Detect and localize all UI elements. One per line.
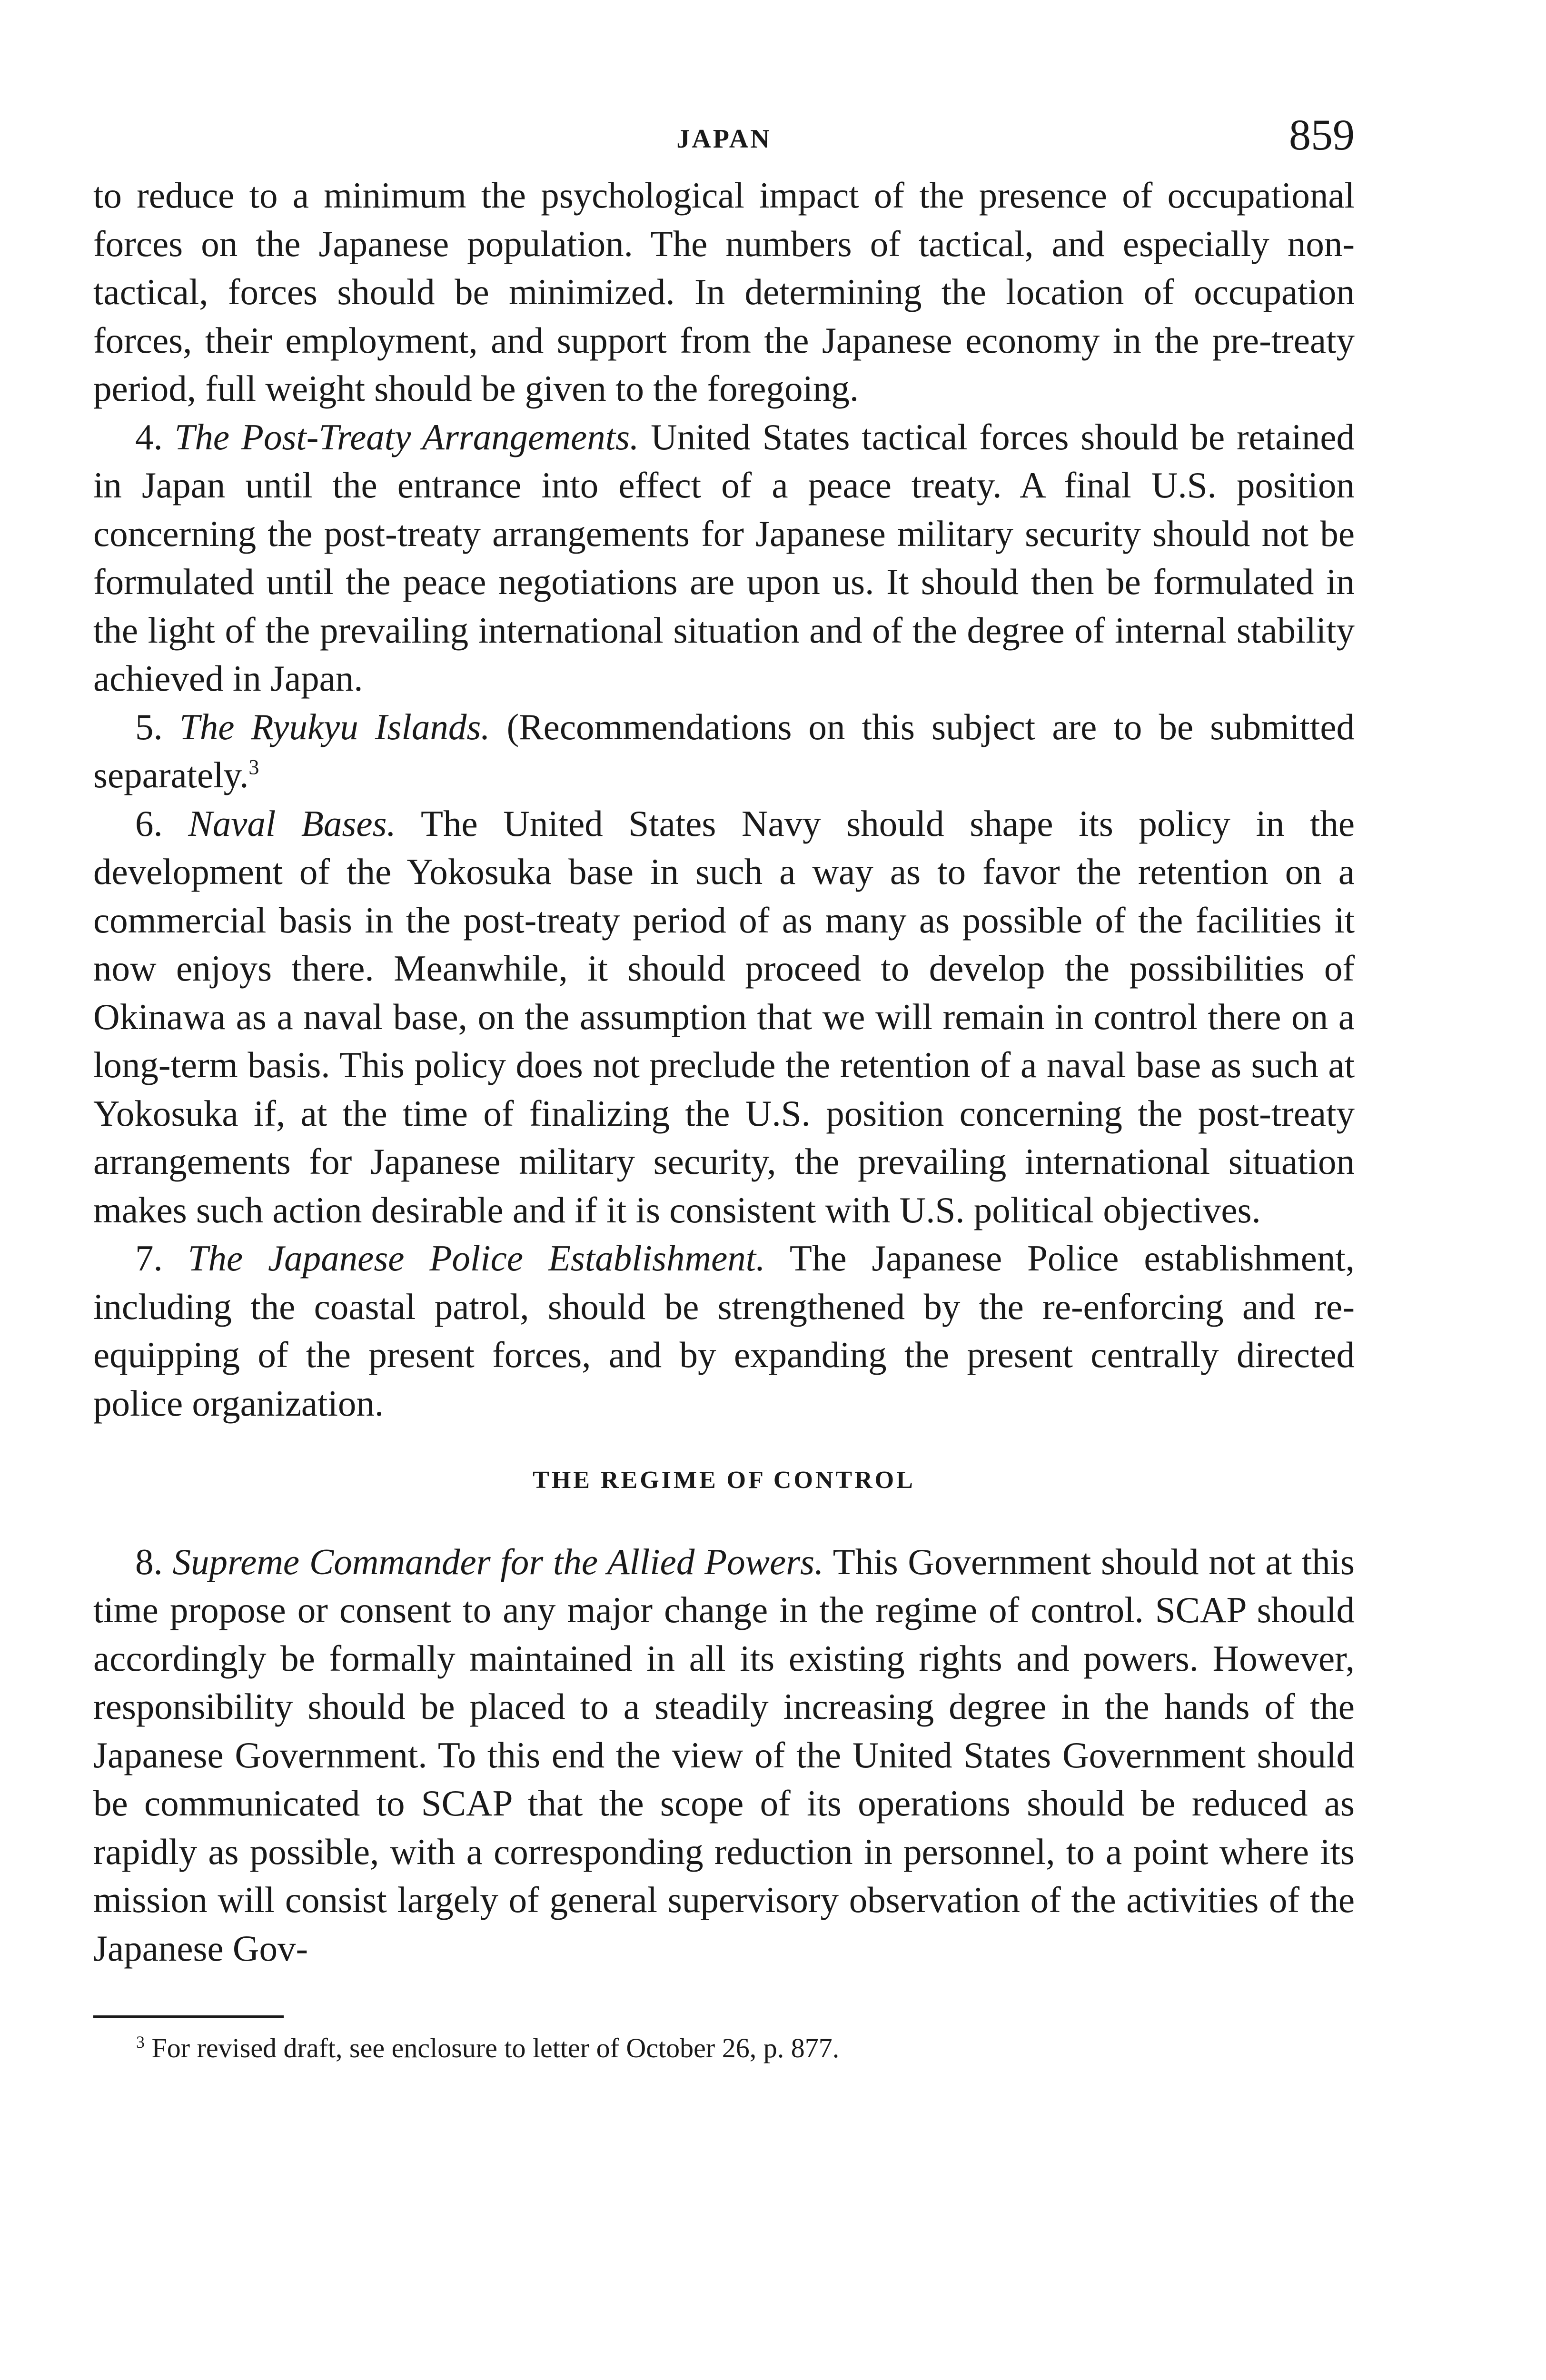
paragraph-number: 5. — [135, 706, 179, 747]
paragraph-title: The Japanese Police Establishment. — [188, 1238, 765, 1279]
paragraph-7 — [93, 1234, 1355, 1428]
running-head — [93, 109, 1355, 167]
paragraph-number: 6. — [135, 803, 188, 844]
paragraph-6 — [93, 800, 1355, 1235]
paragraph-text: (Recommendations on this subject are to be submitted separately. — [93, 706, 1355, 795]
paragraph-continued — [93, 171, 1355, 413]
paragraph-text: to reduce to a minimum the psychological impact of the presence of occupational forces on the Japanese population. The numbers of tactical, and especially non-tactical, forces should be minimized. In determining the location of occupation forces, their employment, and support from the Japanese economy in the pre-treaty period, full weight should be given to the foregoing. — [93, 175, 1355, 409]
body-text — [93, 171, 1355, 1973]
paragraph-text: This Government should not at this time propose or consent to any major change in the regime of control. SCAP should accordingly be formally maintained in all its existing rights and powers. However, responsibility should be placed to a steadily increasing degree in the hands of the Japanese Government. To this end the view of the United States Government should be communicated to SCAP that the scope of its operations should be reduced as rapidly as possible, with a corresponding reduction in personnel, to a point where its mission will consist largely of general supervisory observation of the activities of the Japanese Gov- — [93, 1541, 1355, 1969]
footnote-marker: 3 — [136, 2033, 145, 2052]
paragraph-number: 7. — [135, 1238, 188, 1279]
section-heading: THE REGIME OF CONTROL — [533, 1467, 915, 1494]
paragraph-title: The Post-Treaty Arrangements. — [174, 416, 639, 457]
page-number: 859 — [1289, 110, 1355, 159]
paragraph-5 — [93, 703, 1355, 800]
paragraph-text: The Japanese Police establishment, including the coastal patrol, should be strengthened by the re-enforcing and re-equipping of the present forces, and by expanding the present centrally directed police organization. — [93, 1238, 1355, 1424]
paragraph-number: 8. — [135, 1541, 173, 1582]
page — [93, 109, 1355, 2067]
paragraph-title: Supreme Commander for the Allied Powers. — [172, 1541, 824, 1582]
footnote — [93, 2029, 1355, 2067]
footnote-reference: 3 — [248, 755, 259, 779]
paragraph-text: The United States Navy should shape its policy in the development of the Yokosuka base in such a way as to favor the retention on a commercial basis in the post-treaty period of as many as possible of the facilities it now enjoys there. Meanwhile, it should proceed to develop the possibilities of Okinawa as a naval base, on the assumption that we will remain in control there on a long-term basis. This policy does not preclude the retention of a naval base as such at Yokosuka if, at the time of finalizing the U.S. position concerning the post-treaty arrangements for Japanese military security, the prevailing international situation makes such action desirable and if it is consistent with U.S. political objectives. — [93, 803, 1355, 1230]
paragraph-title: Naval Bases. — [188, 803, 396, 844]
paragraph-title: The Ryukyu Islands. — [179, 706, 490, 747]
paragraph-number: 4. — [135, 416, 175, 457]
paragraph-text: United States tactical forces should be retained in Japan until the entrance into effect of a peace treaty. A final U.S. position concerning the post-treaty arrangements for Japanese military security should not be formulated until the peace negotiations are upon us. It should then be formulated in the light of the prevailing international situation and of the degree of internal stability achieved in Japan. — [93, 416, 1355, 699]
paragraph-4 — [93, 413, 1355, 703]
paragraph-8 — [93, 1538, 1355, 1973]
footnote-text: For revised draft, see enclosure to letter of October 26, p. 877. — [151, 2033, 840, 2063]
footnote-divider — [93, 2015, 284, 2018]
running-title: JAPAN — [676, 124, 772, 154]
